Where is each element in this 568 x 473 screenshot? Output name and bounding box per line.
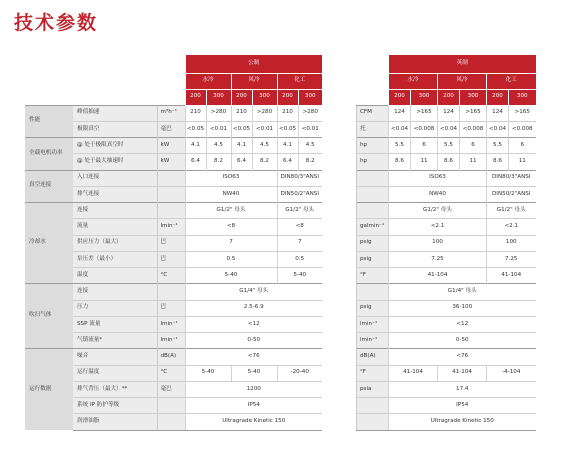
table-cell: 11: [460, 154, 487, 170]
row-label: 供应压力（最大）: [73, 235, 157, 251]
table-cell: 124: [487, 105, 509, 121]
header-size: 300: [460, 89, 487, 105]
row-unit: °F: [357, 365, 389, 381]
row-unit: [357, 284, 389, 300]
table-cell: <0.05: [185, 121, 206, 137]
table-cell: 17.4: [389, 381, 536, 397]
table-cell: ISO63: [389, 170, 487, 186]
row-unit: [357, 186, 389, 202]
table-cell: 4.5: [252, 138, 277, 154]
table-cell: 36-100: [389, 300, 536, 316]
table-cell: 8.2: [206, 154, 231, 170]
table-cell: 8.2: [252, 154, 277, 170]
table-cell: <2.1: [389, 219, 487, 235]
table-cell: G1/2" 母头: [389, 203, 487, 219]
row-label: @ 处于极限真空时: [73, 138, 157, 154]
header-air-cooled: 风冷: [438, 73, 487, 89]
table-cell: 2.5-6.9: [185, 300, 322, 316]
row-unit: [157, 284, 185, 300]
row-unit: [157, 414, 185, 430]
row-label: 泵压差（最小）: [73, 251, 157, 267]
header-size: 300: [298, 89, 322, 105]
header-size: 300: [411, 89, 438, 105]
table-cell: Ultragrade Kinetic 150: [389, 414, 536, 430]
table-cell: 6: [411, 138, 438, 154]
page-title: 技术参数: [14, 12, 99, 34]
table-cell: 0-50: [389, 333, 536, 349]
header-chemical: 化工: [487, 73, 536, 89]
table-cell: Ultragrade Kinetic 150: [185, 414, 322, 430]
table-cell: G1/2" 母头: [185, 203, 277, 219]
row-unit: 毫巴: [157, 121, 185, 137]
header-size: 300: [509, 89, 536, 105]
row-label: 噪音: [73, 349, 157, 365]
row-unit: galmin⁻¹: [357, 219, 389, 235]
row-unit: [357, 414, 389, 430]
row-unit: [157, 203, 185, 219]
row-unit: lmin⁻¹: [157, 219, 185, 235]
row-unit: CFM: [357, 105, 389, 121]
table-cell: DIN80/3"ANSI: [277, 170, 322, 186]
row-unit: lmin⁻¹: [157, 316, 185, 332]
table-cell: <8: [185, 219, 277, 235]
header-water-cooled: 水冷: [389, 73, 438, 89]
row-unit: psig: [357, 300, 389, 316]
table-cell: 4.1: [277, 138, 298, 154]
table-cell: 124: [389, 105, 411, 121]
header-size: 200: [487, 89, 509, 105]
table-cell: DIN80/3"ANSI: [487, 170, 536, 186]
row-unit: psia: [357, 381, 389, 397]
table-cell: <0.04: [389, 121, 411, 137]
row-label: 系统 IP 防护等级: [73, 398, 157, 414]
table-cell: G1/2" 母头: [277, 203, 322, 219]
table-cell: 0-50: [185, 333, 322, 349]
row-label: 运行温度: [73, 365, 157, 381]
table-cell: <0.01: [298, 121, 322, 137]
row-unit: hp: [357, 138, 389, 154]
row-unit: [357, 170, 389, 186]
row-unit: [157, 398, 185, 414]
row-label: 温度: [73, 268, 157, 284]
table-cell: 41-104: [438, 365, 487, 381]
table-cell: 7.25: [389, 251, 487, 267]
table-cell: IP54: [185, 398, 322, 414]
table-cell: >280: [252, 105, 277, 121]
row-label: 连接: [73, 284, 157, 300]
header-size: 200: [389, 89, 411, 105]
row-label: 入口连接: [73, 170, 157, 186]
table-cell: DIN50/2"ANSI: [487, 186, 536, 202]
row-unit: kW: [157, 154, 185, 170]
table-cell: 210: [277, 105, 298, 121]
table-cell: 5-40: [277, 268, 322, 284]
row-unit: 毫巴: [157, 381, 185, 397]
row-label: 排气背压（最大）**: [73, 381, 157, 397]
metric-spec-table: [25, 55, 322, 431]
table-cell: 6.4: [231, 154, 252, 170]
row-label: 极限真空: [73, 121, 157, 137]
table-cell: 41-104: [389, 365, 438, 381]
table-cell: <0.05: [277, 121, 298, 137]
header-size: 200: [438, 89, 460, 105]
row-label: 润滑油脂: [73, 414, 157, 430]
table-cell: 5-40: [231, 365, 277, 381]
group-vacuum-connection: 真空连接: [25, 170, 73, 203]
row-unit: kW: [157, 138, 185, 154]
header-system-metric: 公制: [185, 55, 322, 73]
table-cell: <0.008: [460, 121, 487, 137]
header-chemical: 化工: [277, 73, 322, 89]
table-cell: <12: [389, 316, 536, 332]
table-cell: 8.6: [487, 154, 509, 170]
table-cell: <8: [277, 219, 322, 235]
row-unit: °C: [157, 365, 185, 381]
group-cooling-water: 冷却水: [25, 203, 73, 284]
table-cell: 6: [460, 138, 487, 154]
table-cell: 124: [438, 105, 460, 121]
table-cell: <0.008: [509, 121, 536, 137]
table-cell: 8.2: [298, 154, 322, 170]
table-cell: 1200: [185, 381, 322, 397]
table-cell: 100: [389, 235, 487, 251]
header-system-imperial: 英制: [389, 55, 536, 73]
table-cell: 210: [231, 105, 252, 121]
table-cell: G1/4" 母头: [185, 284, 322, 300]
table-cell: >165: [509, 105, 536, 121]
table-cell: 11: [509, 154, 536, 170]
table-cell: 210: [185, 105, 206, 121]
header-size: 200: [277, 89, 298, 105]
table-cell: <0.01: [252, 121, 277, 137]
table-cell: <0.01: [206, 121, 231, 137]
table-cell: <12: [185, 316, 322, 332]
table-cell: <2.1: [487, 219, 536, 235]
row-label: 压力: [73, 300, 157, 316]
row-label: @ 处于最大抽速时: [73, 154, 157, 170]
row-unit: psig: [357, 251, 389, 267]
table-cell: <0.04: [487, 121, 509, 137]
table-cell: 8.6: [389, 154, 411, 170]
table-cell: 5.5: [389, 138, 411, 154]
table-cell: 41-104: [487, 268, 536, 284]
group-motor-power: 全载电机功率: [25, 138, 73, 171]
table-cell: >165: [460, 105, 487, 121]
row-unit: 托: [357, 121, 389, 137]
table-cell: >280: [298, 105, 322, 121]
table-cell: -4-104: [487, 365, 536, 381]
table-cell: <0.04: [438, 121, 460, 137]
row-unit: °C: [157, 268, 185, 284]
row-unit: 巴: [157, 251, 185, 267]
table-cell: <0.008: [411, 121, 438, 137]
table-cell: DIN50/2"ANSI: [277, 186, 322, 202]
header-water-cooled: 水冷: [185, 73, 231, 89]
table-cell: 7: [185, 235, 277, 251]
row-unit: [357, 398, 389, 414]
row-unit: 巴: [157, 235, 185, 251]
row-unit: dB(A): [357, 349, 389, 365]
table-cell: 7: [277, 235, 322, 251]
table-cell: 6.4: [277, 154, 298, 170]
table-cell: IP54: [389, 398, 536, 414]
row-unit: lmin⁻¹: [357, 333, 389, 349]
table-cell: 5-40: [185, 268, 277, 284]
row-label: 气镇流量*: [73, 333, 157, 349]
row-label: 排气连接: [73, 186, 157, 202]
table-cell: 4.1: [185, 138, 206, 154]
row-label: 流量: [73, 219, 157, 235]
table-cell: NW40: [389, 186, 487, 202]
header-size: 200: [185, 89, 206, 105]
header-size: 300: [252, 89, 277, 105]
table-cell: G1/2" 母头: [487, 203, 536, 219]
table-cell: 7.25: [487, 251, 536, 267]
table-cell: 8.6: [438, 154, 460, 170]
table-cell: 5.5: [438, 138, 460, 154]
row-unit: lmin⁻¹: [357, 316, 389, 332]
table-cell: 6.4: [185, 154, 206, 170]
table-cell: 5-40: [185, 365, 231, 381]
row-label: SSP 流量: [73, 316, 157, 332]
table-cell: G1/4" 母头: [389, 284, 536, 300]
table-cell: 5.5: [487, 138, 509, 154]
group-operating-data: 运行数据: [25, 349, 73, 430]
row-unit: [157, 186, 185, 202]
row-unit: °F: [357, 268, 389, 284]
table-cell: 0.5: [185, 251, 277, 267]
table-cell: >280: [206, 105, 231, 121]
table-cell: 4.1: [231, 138, 252, 154]
header-air-cooled: 风冷: [231, 73, 277, 89]
table-cell: 41-104: [389, 268, 487, 284]
table-cell: 6: [509, 138, 536, 154]
group-performance: 性能: [25, 105, 73, 138]
table-cell: <0.05: [231, 121, 252, 137]
table-cell: 0.5: [277, 251, 322, 267]
table-cell: NW40: [185, 186, 277, 202]
row-unit: lmin⁻¹: [157, 333, 185, 349]
table-cell: 4.5: [206, 138, 231, 154]
row-label: 连接: [73, 203, 157, 219]
table-cell: 4.5: [298, 138, 322, 154]
imperial-spec-table: [356, 55, 536, 431]
table-cell: <76: [389, 349, 536, 365]
table-cell: <76: [185, 349, 322, 365]
row-unit: [157, 170, 185, 186]
table-cell: 11: [411, 154, 438, 170]
table-cell: -20-40: [277, 365, 322, 381]
row-unit: psig: [357, 235, 389, 251]
row-unit: 巴: [157, 300, 185, 316]
row-unit: m³h⁻¹: [157, 105, 185, 121]
table-cell: ISO63: [185, 170, 277, 186]
row-unit: dB(A): [157, 349, 185, 365]
table-cell: 100: [487, 235, 536, 251]
row-unit: [357, 203, 389, 219]
header-size: 300: [206, 89, 231, 105]
header-size: 200: [231, 89, 252, 105]
header-blank: [25, 55, 185, 73]
row-unit: hp: [357, 154, 389, 170]
group-purge-gas: 吹扫气体: [25, 284, 73, 349]
table-cell: >165: [411, 105, 438, 121]
row-label: 峰值抽速: [73, 105, 157, 121]
